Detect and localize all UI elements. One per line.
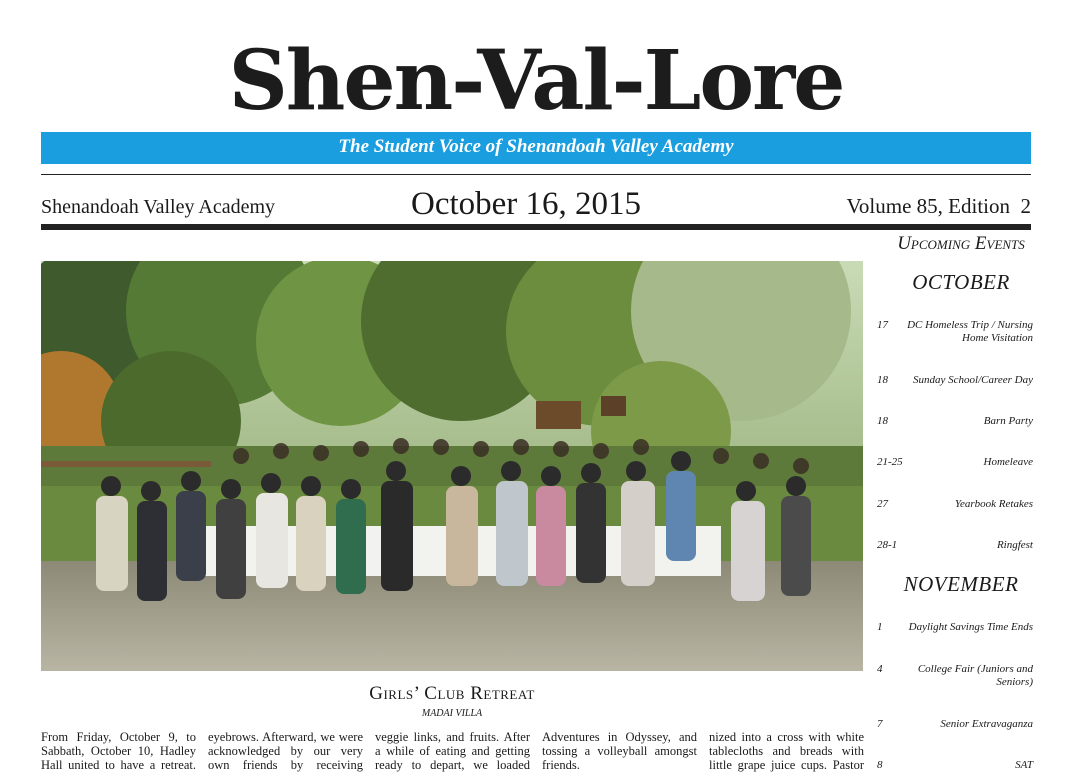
article-column-4: Adventures in Odyssey, and tossing a volleyball amongst friends. xyxy=(542,730,697,772)
event-item xyxy=(877,718,1033,731)
event-name: SAT xyxy=(1015,759,1033,771)
event-date: 1 xyxy=(877,621,883,633)
event-name: Yearbook Retakes xyxy=(954,498,1033,510)
event-item xyxy=(877,456,1033,469)
event-name: Daylight Savings Time Ends xyxy=(908,621,1033,633)
event-name: Ringfest xyxy=(996,539,1033,551)
tagline: The Student Voice of Shenandoah Valley Academy xyxy=(338,136,734,157)
event-date: 28-1 xyxy=(877,539,898,551)
event-item xyxy=(877,415,1033,428)
event-item xyxy=(877,539,1033,552)
event-item xyxy=(877,759,1033,772)
article-column-1: From Friday, October 9, to Sabbath, October 10, Hadley Hall united to have a retreat. xyxy=(41,730,196,772)
article-title: Girls’ Club Retreat xyxy=(369,683,535,704)
event-name: Homeleave xyxy=(983,456,1033,468)
newspaper-masthead: Shen-Val-Lore xyxy=(228,33,844,129)
event-item xyxy=(877,621,1033,634)
article-column-2: eyebrows. Afterward, we were acknowledged by our very own friends by receiving xyxy=(208,730,363,772)
event-date: 4 xyxy=(877,663,883,675)
article-byline: MADAI VILLA xyxy=(421,708,483,719)
event-date: 7 xyxy=(877,718,883,730)
article-column-3: veggie links, and fruits. After a while of eating and getting ready to depart, we loaded xyxy=(375,730,530,772)
event-name: Sunday School/Career Day xyxy=(913,374,1033,386)
event-item xyxy=(877,498,1033,511)
event-item xyxy=(877,319,1033,345)
header-divider xyxy=(41,174,1031,175)
article-column-5: nized into a cross with white tablecloths and breads with little grape juice cups. Pastor xyxy=(709,730,864,772)
event-name: Senior Extravaganza xyxy=(940,718,1033,730)
event-name: DC Homeless Trip / Nursing Home Visitation xyxy=(907,319,1033,344)
month-heading-october: OCTOBER xyxy=(912,270,1010,294)
header-thick-rule xyxy=(41,224,1031,230)
event-date: 21-25 xyxy=(877,456,903,468)
event-item xyxy=(877,663,1033,689)
event-name: College Fair (Juniors and Seniors) xyxy=(917,663,1033,688)
event-date: 27 xyxy=(877,498,888,510)
event-date: 8 xyxy=(877,759,883,771)
event-item xyxy=(877,374,1033,387)
issue-date: October 16, 2015 xyxy=(411,186,642,222)
volume-edition: Volume 85, Edition 2 xyxy=(846,194,1031,218)
tagline-bar xyxy=(41,132,1031,164)
event-date: 18 xyxy=(877,374,888,386)
event-date: 18 xyxy=(877,415,888,427)
upcoming-events-heading: Upcoming Events xyxy=(897,233,1025,254)
month-heading-november: NOVEMBER xyxy=(903,572,1019,596)
event-date: 17 xyxy=(877,319,888,331)
event-name: Barn Party xyxy=(983,415,1033,427)
retreat-group-photo xyxy=(41,261,863,671)
school-name: Shenandoah Valley Academy xyxy=(41,196,276,218)
photo-illustration xyxy=(41,261,863,671)
